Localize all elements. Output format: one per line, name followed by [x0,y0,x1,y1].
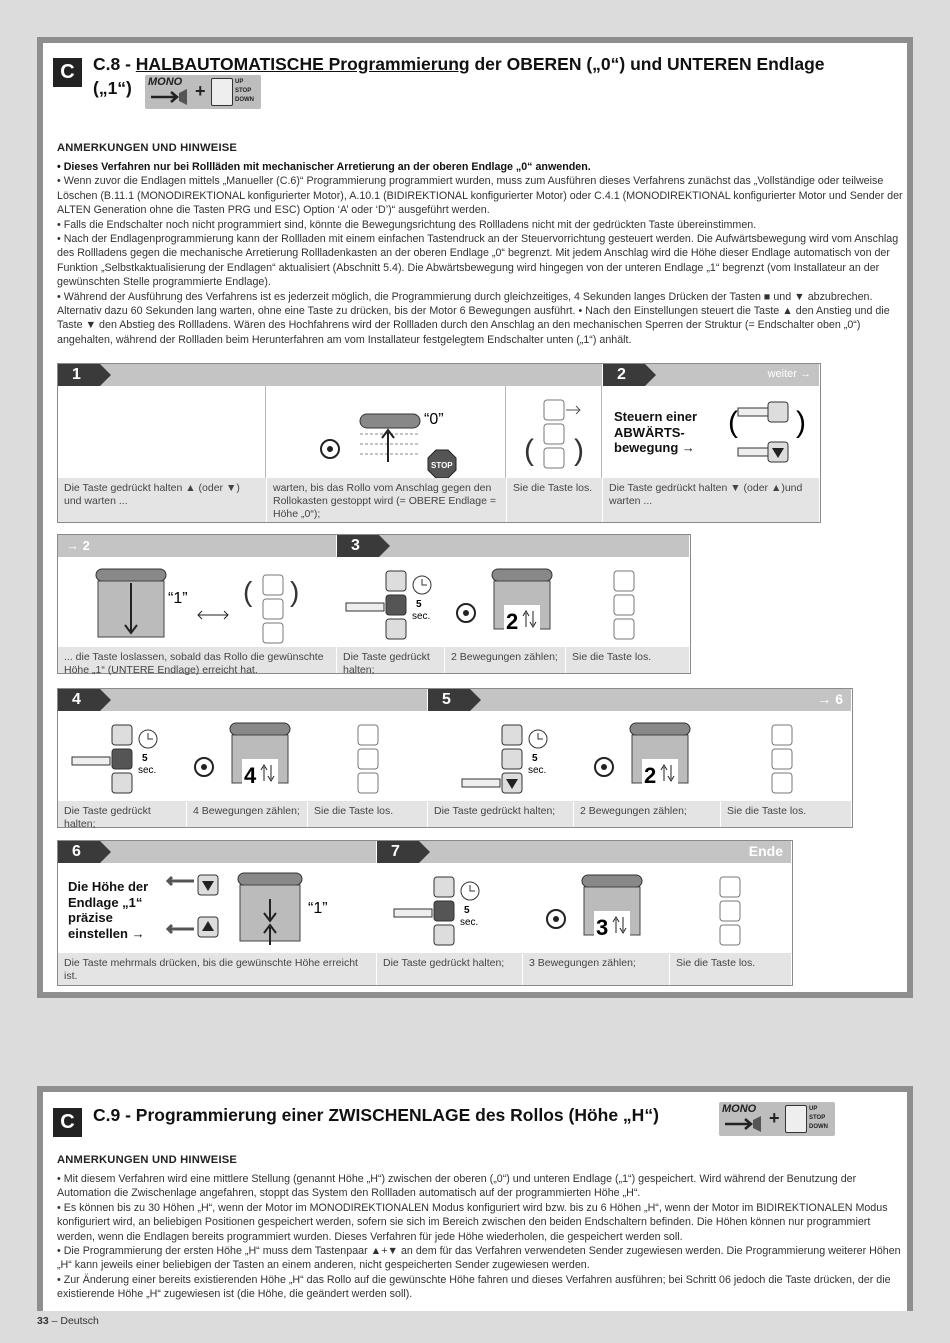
svg-text:5: 5 [416,599,422,610]
svg-text:sec.: sec. [528,765,547,776]
step-row-6-7 [57,840,793,986]
section-letter-badge: C [53,1108,82,1137]
next-indicator: weiter → [767,368,811,380]
keypad-release-icon [762,719,802,799]
step-6-band: 6 [58,841,376,863]
next-indicator: → 6 [817,691,843,707]
page-footer [37,1315,99,1327]
language-label: – Deutsch [48,1315,99,1327]
keypad-release-icon [348,719,388,799]
step-6-label: Die Höhe der Endlage „1“ präzise einstellen → [68,879,149,941]
section-title-cont: („1“) [93,78,132,98]
note-item: • Während der Ausführung des Verfahrens ist es jederzeit möglich, die Programmierung durch gleichzeitiges, 4 Sekunden langes Drücken der Tasten ■ und ▼ abzubrechen. Alternativ dazu 60 Sekunden lang warten, ohne eine Taste zu drücken, bis der Motor 6 Bewegungen ausführt. • Nach den Einstellungen steuert die Taste ▲ den Anstieg und die Taste ▼ den Abstieg des Rollladens. Wären des Hochfahrens wird der Rollladen durch den Anschlag an den mechanischen Sperren der Struktur (= Endschalter oben „0“) angehalten, während der Rollladen beim Herunterfahren am vom Installateur festgelegtem Endschalter unten („1“) anhält. [57,290,890,346]
section-c8 [37,37,913,998]
eye-count-icon [192,719,302,799]
svg-text:“1”: “1” [308,900,328,917]
eye-count-icon [454,565,564,645]
svg-text:5: 5 [142,753,148,764]
step-5-caption-c: Sie die Taste los. [721,801,851,827]
step-7-caption-a: Die Taste gedrückt halten; [377,953,522,985]
step-3-band: 3 [336,535,689,557]
step-2-cont-band: → 2 [58,535,336,557]
svg-text:(: ( [524,434,534,467]
section-title: C.8 - HALBAUTOMATISCHE Programmierung der OBEREN („0“) und UNTEREN Endlage [93,54,825,74]
step-2-label: Steuern einer ABWÄRTS-bewegung → [614,409,698,455]
step-2-caption: Die Taste gedrückt halten ▼ (oder ▲)und warten ... [603,478,819,522]
svg-text:2: 2 [506,609,519,634]
svg-text:sec.: sec. [138,765,157,776]
step-row-1-2 [57,363,821,523]
hand-stop-clock-icon [394,871,494,951]
step-1-caption-b: warten, bis das Rollo vom Anschlag gegen den Rollokasten gestoppt wird (= OBERE Endlage = Höhe „0“); [267,478,506,522]
section-letter-badge: C [53,58,82,87]
svg-text:4: 4 [244,763,257,788]
mono-transmitter-icon: MONO + UP STOP DOWN [719,1102,835,1136]
note-item: • Falls die Endschalter noch nicht programmiert sind, könnte die Bewegungsrichtung des Rollladens nicht mit der gedrückten Taste übereinstimmen. [57,218,757,231]
note-item: • Dieses Verfahren nur bei Rollläden mit mechanischer Arretierung an der oberen Endlage „0“ anwenden. [57,161,591,173]
notes-list [57,160,903,347]
eye-count-icon [544,871,654,951]
step-4-caption-b: 4 Bewegungen zählen; [187,801,307,827]
page-number: 33 [37,1315,49,1327]
step-2-band: 2 weiter → [602,364,819,386]
notes-list [57,1172,903,1302]
arrow-signal-icon [145,75,195,109]
notes-heading: ANMERKUNGEN UND HINWEISE [57,142,238,154]
step-7-caption-b: 3 Bewegungen zählen; [523,953,669,985]
svg-text:“0”: “0” [424,411,444,428]
keypad-icon [785,1105,807,1133]
step-4-band: 4 [58,689,427,711]
svg-text:): ) [290,576,300,607]
note-item: • Es können bis zu 30 Höhen „H“, wenn der Motor im MONODIREKTIONALEN Modus konfiguriert wird bzw. bis zu 6 Höhen „H“, wenn der Motor im BIDIREKTIONALEN Modus konfiguriert wird, an beliebigen Positionen gespeichert werden, sofern sie sich im Bereich zwischen den beiden Endschaltern befinden. Die Höhen können nur programmiert werden, wenn die Endlagen bereits programmiert wurden. Dieses Verfahren für jede Höhe wiederholen, die gespeichert werden soll. [57,1201,888,1243]
notes-heading: ANMERKUNGEN UND HINWEISE [57,1154,238,1166]
keypad-icon [211,78,233,106]
key-labels: UP STOP DOWN [809,1106,828,1130]
svg-text:sec.: sec. [460,917,479,928]
note-item: • Mit diesem Verfahren wird eine mittlere Stellung (genannt Höhe „H“) zwischen der oberen („0“) und unteren Endlage („1“) gespeichert. Wird während der Benutzung der Automation die Zwischenlage angefahren, stoppt das System den Rollladen automatisch auf der programmierten Höhe „H“. [57,1173,857,1200]
section-c9 [37,1086,913,1311]
step-row-2b-3 [57,534,691,674]
step-3-caption-a: Die Taste gedrückt halten; [337,647,444,673]
adjust-height-icon [168,869,368,955]
step-7-band: 7 Ende [376,841,791,863]
step-5-caption-a: Die Taste gedrückt halten; [428,801,573,827]
note-item: • Zur Änderung einer bereits existierenden Höhe „H“ das Rollo auf die gewünschte Höhe fahren und dieses Verfahren ausführen; bei Schritt 06 jedoch die Taste drücken, der die existierende Höhe „H“ zugewiesen ist (die Höhe, die geändert werden soll). [57,1273,891,1301]
step-1-caption-a: Die Taste gedrückt halten ▲ (oder ▼) und warten ... [58,478,266,522]
mono-transmitter-icon: MONO + UP STOP DOWN [145,75,261,109]
hand-stop-clock-icon [346,565,446,645]
arrow-signal-icon [719,1102,769,1136]
svg-text:5: 5 [532,753,538,764]
svg-text:STOP: STOP [431,461,453,470]
step-3-caption-b: 2 Bewegungen zählen; [445,647,565,673]
step-2-cont-caption: ... die Taste loslassen, sobald das Rollo die gewünschte Höhe „1“ (UNTERE Endlage) erreicht hat. [58,647,336,673]
key-labels: UP STOP DOWN [235,79,254,103]
svg-text:2: 2 [644,763,657,788]
svg-text:): ) [796,406,806,439]
hand-down-clock-icon [462,719,562,799]
note-item: • Nach der Endlagenprogrammierung kann der Rollladen mit einem einfachen Tastendruck an der Steuervorrichtung gesteuert werden. Die Aufwärtsbewegung wird vom Anschlag des Rollladens gegen die mechanische Arretierung Rollladenkasten an der oberen Endlage „0“ begrenzt. Mit jedem Anschlag wird die Höhe dieser Endlage automatisch von der Funktion „Selbstkaktualisierung der Endlagen“ aktualisiert (Abschnitt 5.4). Die Abwärtsbewegung wird hingegen von der unteren Endlage „1“ begrenzt (vom Installateur an der gewünschten Stelle programmierte Endlage). [57,233,899,289]
keypad-release-icon [710,871,750,951]
keypad-release-icon [604,565,644,645]
hand-stop-clock-icon [72,719,172,799]
step-row-4-5 [57,688,853,828]
section-title: C.9 - Programmierung einer ZWISCHENLAGE des Rollos (Höhe „H“) [93,1105,659,1125]
step-1-band: 1 [58,364,602,386]
svg-text:sec.: sec. [412,611,431,622]
svg-text:5: 5 [464,905,470,916]
note-item: • Wenn zuvor die Endlagen mittels „Manueller (C.6)“ Programmierung programmiert wurden, muss zum Ausführen dieses Verfahrens zunächst das „Vollständige oder teilweise Löschen (B.11.1 (MONODIREKTIONAL konfigurierter Motor), A.10.1 (BIDIREKTIONAL konfigurierter Motor) oder C.4.1 (MONODIREKTIONAL konfigurierter Motor und Sender der ALTEN Generation ohne die Tasten PRG und ESC) Option ‘A’ oder ‘D’)“ ausgeführt werden. [57,175,903,217]
step-5-caption-b: 2 Bewegungen zählen; [574,801,720,827]
svg-text:(: ( [243,576,253,607]
end-indicator: Ende [748,843,783,859]
hand-press-down-icon [728,392,808,472]
step-4-caption-c: Sie die Taste los. [308,801,427,827]
step-4-caption-a: Die Taste gedrückt halten; [58,801,186,827]
note-item: • Die Programmierung der ersten Höhe „H“ muss dem Tastenpaar ▲+▼ an dem für das Verfahren verwendeten Sender zugewiesen werden. Die Programmierung weiterer Höhen „H“ kann jeweils einer beliebigen der Tasten an einem anderen, nicht gespeicherten Sender zugewiesen werden. [57,1245,901,1272]
step-7-caption-c: Sie die Taste los. [670,953,791,985]
svg-text:): ) [574,434,584,467]
eye-count-icon [592,719,702,799]
svg-text:3: 3 [596,915,609,940]
svg-text:“1”: “1” [168,590,188,607]
shutter-down-release-icon [68,565,328,645]
step-1-caption-c: Sie die Taste los. [507,478,602,522]
step-6-caption: Die Taste mehrmals drücken, bis die gewünschte Höhe erreicht ist. [58,953,376,985]
svg-text:(: ( [728,406,738,439]
step-3-caption-c: Sie die Taste los. [566,647,689,673]
step-5-band: 5 → 6 [427,689,851,711]
